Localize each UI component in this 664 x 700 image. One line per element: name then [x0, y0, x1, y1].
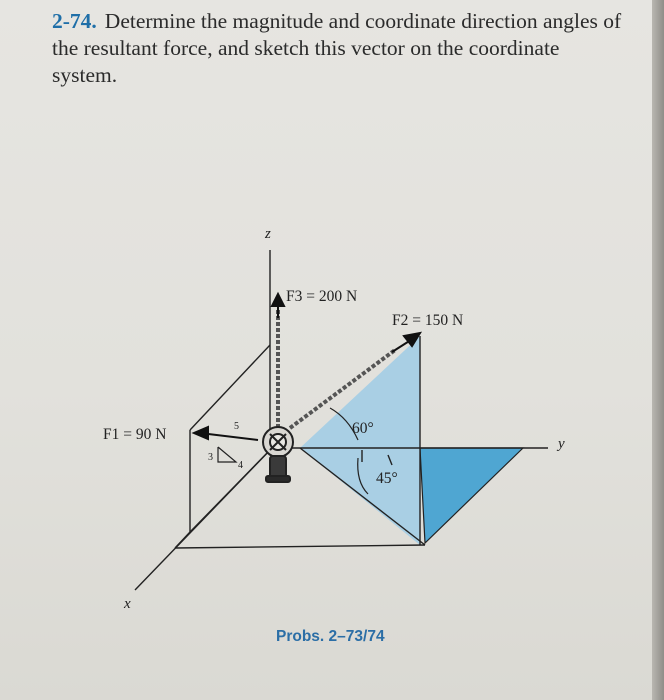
f3-arrow-head — [272, 294, 284, 306]
angle-60-label: 60° — [352, 420, 374, 437]
force-f3-label: F3 = 200 N — [286, 288, 358, 305]
force-f1-label: F1 = 90 N — [103, 426, 167, 443]
force-f2-label: F2 = 150 N — [392, 312, 464, 329]
f2-plane — [300, 336, 420, 545]
xy-shaded-triangle — [420, 448, 523, 543]
slope-3-label: 3 — [208, 452, 213, 463]
f1-arrow-head — [194, 427, 208, 439]
f1-box-bottom — [190, 448, 272, 532]
problem-text: Determine the magnitude and coordinate direction angles of the resultant force, and sketch this vector on the coordinate system. — [52, 9, 622, 87]
figure-caption: Probs. 2–73/74 — [276, 628, 385, 645]
axis-y-label: y — [558, 436, 565, 452]
base-front-edge — [175, 545, 425, 548]
slope-5-label: 5 — [234, 421, 239, 432]
angle-45-label: 45° — [376, 470, 398, 487]
problem-number: 2-74. — [52, 9, 97, 33]
axis-z-label: z — [265, 226, 271, 242]
slope-triangle — [218, 447, 236, 462]
eye-bolt — [263, 427, 293, 482]
axis-x-label: x — [124, 596, 131, 612]
f1-box-top — [190, 345, 270, 430]
slope-4-label: 4 — [238, 460, 243, 471]
